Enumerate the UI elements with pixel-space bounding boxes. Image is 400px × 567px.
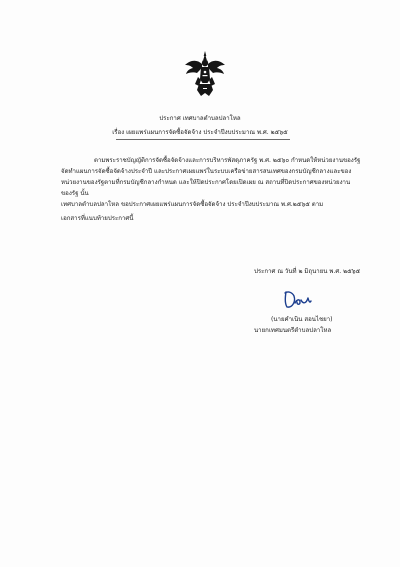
paragraph-1-line: หน่วยงานของรัฐตามที่กรมบัญชีกลางกำหนด และให้ปิดประกาศโดยเปิดเผย ณ สถานที่ปิดประกาศของหน่วยงาน: [61, 179, 351, 186]
announcement-title: ประกาศ เทศบาลตำบลปลาโหล: [159, 115, 241, 122]
paragraph-1-line: ของรัฐ นั้น: [61, 190, 89, 197]
paragraph-2-line: เทศบาลตำบลปลาโหล ขอประกาศเผยแพร่แผนการจัดซื้อจัดจ้าง ประจำปีงบประมาณ พ.ศ.๒๕๖๕ ตาม: [61, 201, 324, 208]
signature-icon: [282, 288, 312, 310]
paragraph-1-line: จัดทำแผนการจัดซื้อจัดจ้างประจำปี และประกาศเผยแพร่ในระบบเครือข่ายสารสนเทศของกรมบัญชีกลางและของ: [61, 168, 352, 175]
announcement-date: ประกาศ ณ วันที่ ๒ มิถุนายน พ.ศ. ๒๕๖๕: [254, 268, 361, 275]
signer-name: (นายคำเนิน สอนไชยา): [271, 316, 333, 323]
paragraph-2-line: เอกสารที่แนบท้ายประกาศนี้: [61, 215, 134, 222]
paragraph-1-line: ตามพระราชบัญญัติการจัดซื้อจัดจ้างและการบริหารพัสดุภาครัฐ พ.ศ. ๒๕๖๐ กำหนดให้หน่วยงานของรัฐ: [94, 157, 361, 164]
garuda-emblem-icon: [184, 50, 226, 98]
announcement-subject: เรื่อง เผยแพร่แผนการจัดซื้อจัดจ้าง ประจำปีงบประมาณ พ.ศ. ๒๕๖๕: [112, 129, 288, 136]
signer-position: นายกเทศมนตรีตำบลปลาโหล: [254, 327, 332, 334]
subject-underline: [116, 139, 290, 140]
